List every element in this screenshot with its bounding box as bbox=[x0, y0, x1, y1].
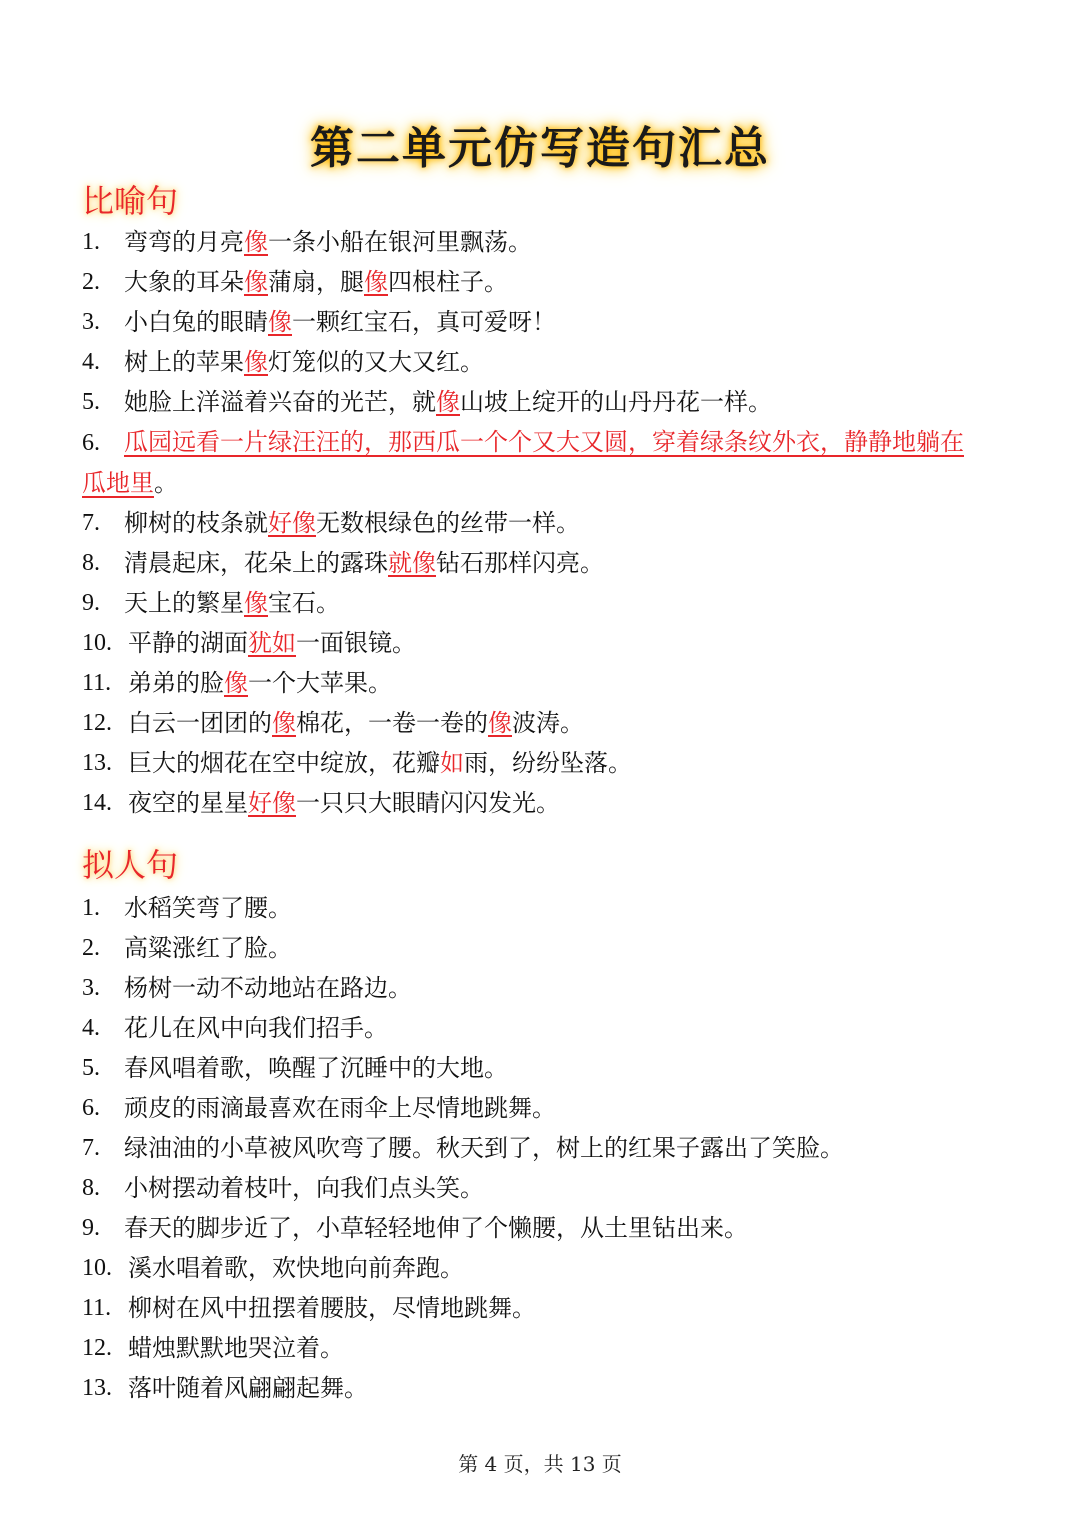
highlight-word: 像 bbox=[364, 268, 388, 296]
list-item: 2. 大象的耳朵 像 蒲扇，腿 像 四根柱子。 bbox=[82, 262, 982, 302]
item-number: 8. bbox=[82, 1175, 100, 1201]
highlight-sentence: 瓜园远看一片绿汪汪的，那西瓜一个个又大又圆，穿着绿条纹外衣，静静地躺在瓜地里 bbox=[82, 428, 964, 497]
personification-list bbox=[82, 888, 982, 1408]
list-item: 14. 夜空的星星 好像 一只只大眼睛闪闪发光。 bbox=[82, 783, 982, 823]
item-number: 6. bbox=[82, 1095, 100, 1121]
list-item: 3. 杨树一动不动地站在路边。 bbox=[82, 968, 982, 1008]
list-item: 1. 水稻笑弯了腰。 bbox=[82, 888, 982, 928]
list-item: 9. 天上的繁星 像 宝石。 bbox=[82, 583, 982, 623]
metaphor-list bbox=[82, 222, 982, 823]
item-number: 8. bbox=[82, 550, 100, 576]
list-item: 4. 树上的苹果 像 灯笼似的又大又红。 bbox=[82, 342, 982, 382]
item-number: 11. bbox=[82, 670, 112, 696]
list-item: 8. 清晨起床，花朵上的露珠 就像 钻石那样闪亮。 bbox=[82, 543, 982, 583]
item-number: 12. bbox=[82, 710, 112, 736]
list-item: 9. 春天的脚步近了，小草轻轻地伸了个懒腰，从土里钻出来。 bbox=[82, 1208, 982, 1248]
item-number: 5. bbox=[82, 1055, 100, 1081]
list-item: 10. 平静的湖面 犹如 一面银镜。 bbox=[82, 623, 982, 663]
item-number: 3. bbox=[82, 309, 100, 335]
item-number: 13. bbox=[82, 1375, 112, 1401]
list-item: 8. 小树摆动着枝叶，向我们点头笑。 bbox=[82, 1168, 982, 1208]
highlight-word: 好像 bbox=[268, 509, 316, 537]
highlight-word: 像 bbox=[268, 308, 292, 336]
list-item: 11. 弟弟的脸 像 一个大苹果。 bbox=[82, 663, 982, 703]
item-number: 10. bbox=[82, 630, 112, 656]
list-item: 5. 她脸上洋溢着兴奋的光芒，就 像 山坡上绽开的山丹丹花一样。 bbox=[82, 382, 982, 422]
item-number: 12. bbox=[82, 1335, 112, 1361]
item-number: 9. bbox=[82, 590, 100, 616]
item-number: 14. bbox=[82, 790, 112, 816]
list-item: 4. 花儿在风中向我们招手。 bbox=[82, 1008, 982, 1048]
page-footer: 第 4 页，共 13 页 bbox=[458, 1452, 622, 1476]
list-item: 7. 绿油油的小草被风吹弯了腰。秋天到了，树上的红果子露出了笑脸。 bbox=[82, 1128, 982, 1168]
list-item: 13. 落叶随着风翩翩起舞。 bbox=[82, 1368, 982, 1408]
item-number: 4. bbox=[82, 1015, 100, 1041]
item-number: 4. bbox=[82, 349, 100, 375]
list-item: 6. 瓜园远看一片绿汪汪的，那西瓜一个个又大又圆，穿着绿条纹外衣，静静地躺在瓜地里。 bbox=[82, 422, 972, 503]
item-number: 7. bbox=[82, 1135, 100, 1161]
highlight-word: 就像 bbox=[388, 549, 436, 577]
highlight-word: 像 bbox=[224, 669, 248, 697]
highlight-word: 犹如 bbox=[248, 629, 296, 657]
item-number: 3. bbox=[82, 975, 100, 1001]
list-item: 3. 小白兔的眼睛 像 一颗红宝石，真可爱呀！ bbox=[82, 302, 982, 342]
highlight-word: 如 bbox=[440, 749, 464, 777]
list-item: 6. 顽皮的雨滴最喜欢在雨伞上尽情地跳舞。 bbox=[82, 1088, 982, 1128]
highlight-word: 像 bbox=[488, 709, 512, 737]
list-item: 11. 柳树在风中扭摆着腰肢，尽情地跳舞。 bbox=[82, 1288, 982, 1328]
section-heading-personification: 拟人句 bbox=[82, 846, 179, 884]
list-item: 10. 溪水唱着歌，欢快地向前奔跑。 bbox=[82, 1248, 982, 1288]
list-item: 12. 蜡烛默默地哭泣着。 bbox=[82, 1328, 982, 1368]
item-number: 11. bbox=[82, 1295, 112, 1321]
item-number: 7. bbox=[82, 510, 100, 536]
list-item: 2. 高粱涨红了脸。 bbox=[82, 928, 982, 968]
list-item: 7. 柳树的枝条就 好像 无数根绿色的丝带一样。 bbox=[82, 503, 982, 543]
highlight-word: 好像 bbox=[248, 789, 296, 817]
item-number: 10. bbox=[82, 1255, 112, 1281]
highlight-word: 像 bbox=[436, 388, 460, 416]
item-number: 13. bbox=[82, 750, 112, 776]
item-number: 1. bbox=[82, 229, 100, 255]
item-number: 5. bbox=[82, 389, 100, 415]
item-number: 2. bbox=[82, 935, 100, 961]
highlight-word: 像 bbox=[244, 268, 268, 296]
list-item: 12. 白云一团团的 像 棉花，一卷一卷的 像 波涛。 bbox=[82, 703, 982, 743]
item-number: 2. bbox=[82, 269, 100, 295]
section-heading-metaphor: 比喻句 bbox=[82, 182, 179, 220]
item-number: 6. bbox=[82, 430, 100, 456]
list-item: 13. 巨大的烟花在空中绽放，花瓣 如 雨，纷纷坠落。 bbox=[82, 743, 982, 783]
list-item: 5. 春风唱着歌，唤醒了沉睡中的大地。 bbox=[82, 1048, 982, 1088]
item-number: 1. bbox=[82, 895, 100, 921]
highlight-word: 像 bbox=[244, 348, 268, 376]
highlight-word: 像 bbox=[244, 589, 268, 617]
highlight-word: 像 bbox=[272, 709, 296, 737]
list-item: 1. 弯弯的月亮 像 一条小船在银河里飘荡。 bbox=[82, 222, 982, 262]
item-number: 9. bbox=[82, 1215, 100, 1241]
page-title: 第二单元仿写造句汇总 bbox=[310, 123, 770, 174]
highlight-word: 像 bbox=[244, 228, 268, 256]
